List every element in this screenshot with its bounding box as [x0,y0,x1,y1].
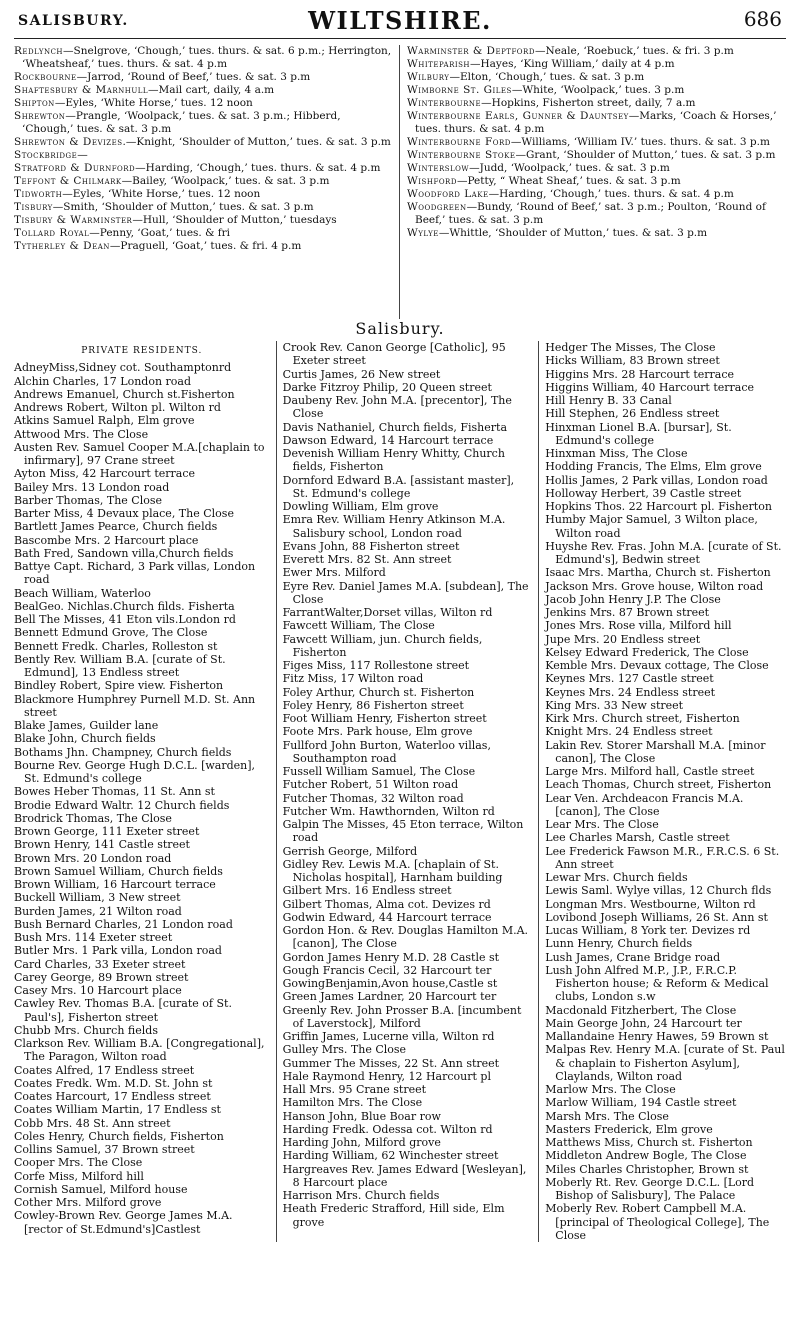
carrier-entry [14,45,393,71]
carrier-place: Redlynch [14,45,64,57]
resident-entry: Barber Thomas, The Close [14,493,163,507]
resident-entry: Gummer The Misses, 22 St. Ann street [282,1056,500,1070]
resident-entry: Gulley Mrs. The Close [282,1043,407,1057]
resident-entry: Darke Fitzroy Philip, 20 Queen street [282,380,492,394]
resident-entry: Battye Capt. Richard, 3 Park villas, London road [14,560,256,587]
resident-entry: Coles Henry, Church fields, Fisherton [14,1129,224,1143]
resident-entry: Miles Charles Christopher, Brown st [545,1162,749,1176]
carrier-entry [407,227,786,240]
resident-entry: Green James Lardner, 20 Harcourt ter [282,990,497,1004]
resident-entry: Lunn Henry, Church fields [545,937,693,951]
resident-entry: Higgins Mrs. 28 Harcourt terrace [545,367,734,381]
resident-entry: Ewer Mrs. Milford [282,566,386,580]
resident-entry: Lewis Saml. Wylye villas, 12 Church flds [545,884,772,898]
resident-entry: Card Charles, 33 Exeter street [14,957,186,971]
resident-entry: Mallandaine Henry Hawes, 59 Brown st [545,1030,769,1043]
resident-entry: Casey Mrs. 10 Harcourt place [14,984,182,997]
resident-entry: Bell The Misses, 41 Eton vils.London rd [14,613,236,626]
resident-entry: Moberly Rt. Rev. George D.C.L. [Lord Bishop of Salisbury], The Palace [545,1175,755,1202]
resident-entry: Brown Mrs. 20 London road [14,851,172,865]
resident-entry: Main George John, 24 Harcourt ter [545,1016,742,1030]
resident-entry: Foot William Henry, Fisherton street [282,712,487,725]
resident-entry: Lush James, Crane Bridge road [545,950,721,964]
carrier-entry [14,97,393,110]
carrier-details: —Bundy, ‘Round of Beef,’ sat. 3 p.m.; Poulton, ‘Round of Beef,’ tues. & sat. 3 p.m [415,201,766,226]
resident-entry: Harding William, 62 Winchester street [282,1149,499,1163]
resident-entry: Gerrish George, Milford [282,844,418,858]
resident-entry: Futcher Thomas, 32 Wilton road [282,791,464,805]
resident-entry: Large Mrs. Milford hall, Castle street [545,765,755,778]
running-head-county: WILTSHIRE. [308,6,492,35]
resident-entry: Bowes Heber Thomas, 11 St. Ann st [14,785,215,799]
resident-entry: Harding Fredk. Odessa cot. Wilton rd [282,1122,493,1136]
resident-entry: Carey George, 89 Brown street [14,970,189,984]
resident-entry: Cooper Mrs. The Close [14,1156,143,1170]
resident-entry: Bath Fred, Sandown villa,Church fields [14,546,234,560]
resident-entry: Eyre Rev. Daniel James M.A. [subdean], The Close [282,579,529,606]
carrier-entry [407,188,786,201]
resident-entry: Dornford Edward B.A. [assistant master], St. Edmund's college [282,473,515,500]
resident-entry: Fitz Miss, 17 Wilton road [282,672,424,686]
carrier-entry [14,227,393,240]
carrier-details: —Smith, ‘Shoulder of Mutton,’ tues. & sat. 3 p.m [52,201,314,213]
carrier-entry [14,214,393,227]
carrier-entry [14,110,393,136]
resident-entry: Keynes Mrs. 127 Castle street [545,672,714,686]
resident-entry: Andrews Emanuel, Church st.Fisherton [14,387,235,401]
residents-section [14,341,786,1242]
resident-entry: Foote Mrs. Park house, Elm grove [282,725,473,739]
carrier-entry [407,45,786,58]
resident-entry: Bascombe Mrs. 2 Harcourt place [14,533,199,547]
carrier-place: Whiteparish [407,58,470,70]
resident-entry: Jupe Mrs. 20 Endless street [545,632,701,646]
carrier-entry [407,97,786,110]
resident-entry: Jacob John Henry J.P. The Close [545,592,721,606]
carrier-entry [14,84,393,97]
resident-entry: AdneyMiss,Sidney cot. Southamptonrd [14,361,232,375]
resident-entry: Bush Mrs. 114 Exeter street [14,931,173,944]
carrier-entry [14,71,393,84]
carrier-details: —Jarrod, ‘Round of Beef,’ tues. & sat. 3 p.m [76,71,311,83]
carrier-place: Teffont & Chilmark [14,175,122,187]
carrier-place: Woodgreen [407,201,467,213]
resident-entry: Curtis James, 26 New street [282,367,441,381]
resident-entry: Lush John Alfred M.P., J.P., F.R.C.P. Fisherton house; & Reform & Medical clubs, London s.w [545,963,769,1004]
resident-entry: Dowling William, Elm grove [282,500,439,513]
resident-entry: Crook Rev. Canon George [Catholic], 95 Exeter street [282,341,506,368]
resident-entry: Coates Harcourt, 17 Endless street [14,1090,211,1103]
section-title: Salisbury. [355,319,445,338]
carrier-place: Winterbourne [407,97,482,109]
resident-entry: Bently Rev. William B.A. [curate of St. Edmund], 13 Endless street [14,652,226,679]
carrier-entry [407,110,786,136]
carrier-details: .—Knight, ‘Shoulder of Mutton,’ tues. & sat. 3 p.m [122,136,391,148]
resident-entry: Huyshe Rev. Fras. John M.A. [curate of St. Edmund's], Bedwin street [545,539,782,566]
resident-entry: Lear Ven. Archdeacon Francis M.A. [canon], The Close [545,791,744,818]
residents-column-3 [539,341,786,1242]
resident-entry: Hopkins Thos. 22 Harcourt pl. Fisherton [545,500,772,513]
carrier-entry [407,136,786,149]
carrier-details: —Elton, ‘Chough,’ tues. & sat. 3 p.m [449,71,645,83]
resident-entry: Coates William Martin, 17 Endless st [14,1103,221,1117]
resident-entry: Gilbert Thomas, Alma cot. Devizes rd [282,897,491,911]
resident-entry: Jenkins Mrs. 87 Brown street [545,606,710,619]
resident-entry: Keynes Mrs. 24 Endless street [545,685,716,699]
carrier-details: —Hayes, ‘King William,’ daily at 4 p.m [470,58,675,70]
resident-entry: Hicks William, 83 Brown street [545,354,720,368]
resident-entry: GowingBenjamin,Avon house,Castle st [282,977,498,990]
resident-entry: Fullford John Burton, Waterloo villas, Southampton road [282,738,491,765]
carrier-place: Winterbourne Stoke [407,149,516,161]
carrier-place: Wylye [407,227,439,239]
resident-entry: Bailey Mrs. 13 London road [14,480,170,494]
carrier-details: —Petty, “ Wheat Sheaf,’ tues. & sat. 3 p.m [456,175,681,187]
resident-entry: Blake John, Church fields [14,732,156,746]
resident-entry: Austen Rev. Samuel Cooper M.A.[chaplain to infirmary], 97 Crane street [14,440,265,467]
residents-column-2 [277,341,540,1242]
carrier-details: —Hopkins, Fisherton street, daily, 7 a.m [481,97,696,109]
resident-entry: Bartlett James Pearce, Church fields [14,520,218,534]
carrier-details: —Snelgrove, ‘Chough,’ tues. thurs. & sat. 6 p.m.; Herrington, ‘Wheatsheaf,’ tues. thurs. & sat. 4 p.m [22,45,392,70]
carrier-place: Wishford [407,175,457,187]
resident-entry: Gough Francis Cecil, 32 Harcourt ter [282,963,492,977]
resident-entry: Davis Nathaniel, Church fields, Fisherta [282,420,508,434]
carrier-entry [407,149,786,162]
carrier-place: Winterbourne Ford [407,136,511,148]
carrier-entry [407,71,786,84]
resident-entry: Hinxman Miss, The Close [545,447,688,460]
resident-entry: Butler Mrs. 1 Park villa, London road [14,944,222,958]
resident-entry: Greenly Rev. John Prosser B.A. [incumbent of Laverstock], Milford [282,1003,522,1030]
carrier-details: —Grant, ‘Shoulder of Mutton,’ tues. & sat. 3 p.m [515,149,776,161]
resident-entry: Hamilton Mrs. The Close [282,1096,423,1110]
carriers-column-right [400,45,786,319]
resident-entry: Lee Frederick Fawson M.R., F.R.C.S. 6 St. Ann street [545,844,780,871]
carrier-entry [14,175,393,188]
resident-entry: Gordon James Henry M.D. 28 Castle st [282,950,500,964]
resident-entry: Ayton Miss, 42 Harcourt terrace [14,467,196,481]
resident-entry: Kemble Mrs. Devaux cottage, The Close [545,659,769,672]
resident-entry: Holloway Herbert, 39 Castle street [545,486,742,500]
carrier-details: —Neale, ‘Roebuck,’ tues. & fri. 3 p.m [534,45,734,57]
resident-entry: Alchin Charles, 17 London road [14,374,192,388]
resident-entry: Bennett Edmund Grove, The Close [14,626,208,640]
directory-page [14,4,786,1242]
carrier-place: Shrewton [14,110,66,122]
carrier-place: Wilbury [407,71,450,83]
carrier-entry [14,162,393,175]
resident-entry: Futcher Robert, 51 Wilton road [282,778,459,792]
resident-entry: Higgins William, 40 Harcourt terrace [545,380,755,394]
carrier-details: —Mail cart, daily, 4 a.m [148,84,275,96]
resident-entry: Barter Miss, 4 Devaux place, The Close [14,507,234,520]
resident-entry: Coates Alfred, 17 Endless street [14,1063,195,1077]
carrier-details: —Penny, ‘Goat,’ tues. & fri [89,227,231,239]
resident-entry: Dawson Edward, 14 Harcourt terrace [282,433,494,447]
carrier-place: Winterslow [407,162,470,174]
carrier-place: Woodford Lake [407,188,489,200]
resident-entry: Cobb Mrs. 48 St. Ann street [14,1116,171,1130]
carrier-place: Tisbury [14,201,53,213]
resident-entry: Brown William, 16 Harcourt terrace [14,878,216,891]
resident-entry: Cawley Rev. Thomas B.A. [curate of St. Paul's], Fisherton street [14,997,232,1024]
resident-entry: Jackson Mrs. Grove house, Wilton road [545,579,764,593]
resident-entry: Hanson John, Blue Boar row [282,1109,441,1123]
residents-column-1 [14,341,277,1242]
resident-entry: FarrantWalter,Dorset villas, Wilton rd [282,606,493,619]
resident-entry: Evans John, 88 Fisherton street [282,539,460,553]
resident-entry: Brown Samuel William, Church fields [14,864,223,878]
carrier-details: —Prangle, ‘Woolpack,’ tues. & sat. 3 p.m.; Hibberd, ‘Chough,’ tues. & sat. 3 p.m [22,110,341,135]
resident-entry: Heath Frederic Strafford, Hill side, Elm grove [282,1202,505,1229]
resident-entry: Brown Henry, 141 Castle street [14,838,190,852]
resident-entry: Godwin Edward, 44 Harcourt terrace [282,910,492,924]
resident-entry: Kirk Mrs. Church street, Fisherton [545,712,740,725]
carrier-details: —Hull, ‘Shoulder of Mutton,’ tuesdays [132,214,337,226]
carrier-place: Wimborne St. Giles [407,84,512,96]
carrier-details: —Eyles, ‘White Horse,’ tues. 12 noon [62,188,261,200]
resident-entry: Buckell William, 3 New street [14,891,181,905]
resident-entry: Cornish Samuel, Milford house [14,1182,188,1196]
carrier-entry [407,162,786,175]
carrier-place: Stratford & Durnford [14,162,136,174]
resident-entry: Hollis James, 2 Park villas, London road [545,473,768,487]
resident-entry: Kelsey Edward Frederick, The Close [545,645,749,659]
carrier-details: —Marks, ‘Coach & Horses,’ tues. thurs. & sat. 4 p.m [415,110,777,135]
carrier-details: —Eyles, ‘White Horse,’ tues. 12 noon [54,97,253,109]
resident-entry: Lee Charles Marsh, Castle street [545,831,730,845]
carrier-place: Shipton [14,97,55,109]
carrier-place: Rockbourne [14,71,77,83]
carrier-place: Warminster & Deptford [407,45,535,57]
resident-entry: Foley Henry, 86 Fisherton street [282,698,464,712]
resident-entry: Devenish William Henry Whitty, Church fields, Fisherton [282,447,505,474]
resident-entry: Beach William, Waterloo [14,586,151,600]
resident-entry: Hill Stephen, 26 Endless street [545,407,720,421]
resident-entry: Attwood Mrs. The Close [14,427,149,441]
resident-entry: Daubeny Rev. John M.A. [precentor], The Close [282,394,512,421]
resident-entry: Marlow William, 194 Castle street [545,1096,737,1110]
carrier-entry [14,188,393,201]
resident-entry: Cother Mrs. Milford grove [14,1196,162,1209]
resident-entry: Bindley Robert, Spire view. Fisherton [14,679,224,693]
resident-entry: Harding John, Milford grove [282,1136,441,1149]
carrier-entry [14,240,393,253]
resident-entry: Knight Mrs. 24 Endless street [545,725,713,739]
carrier-entry [407,175,786,188]
resident-entry: Matthews Miss, Church st. Fisherton [545,1136,753,1149]
carrier-place: Tidworth [14,188,63,200]
carrier-details: —Judd, ‘Woolpack,’ tues. & sat. 3 p.m [469,162,670,174]
carrier-entry [407,201,786,227]
carrier-details: —Bailey, ‘Woolpack,’ tues. & sat. 3 p.m [121,175,330,187]
resident-entry: Hill Henry B. 33 Canal [545,394,672,407]
carrier-entry [14,149,393,162]
resident-entry: Everett Mrs. 82 St. Ann street [282,553,452,566]
resident-entry: Lakin Rev. Storer Marshall M.A. [minor canon], The Close [545,738,766,765]
resident-entry: Hale Raymond Henry, 12 Harcourt pl [282,1069,491,1083]
resident-entry: Hargreaves Rev. James Edward [Wesleyan], 8 Harcourt place [282,1162,527,1189]
resident-entry: King Mrs. 33 New street [545,698,684,712]
carrier-entry [407,84,786,97]
resident-entry: Bourne Rev. George Hugh D.C.L. [warden], St. Edmund's college [14,758,256,785]
resident-entry: Coates Fredk. Wm. M.D. St. John st [14,1076,213,1090]
running-head-town: SALISBURY. [18,13,129,29]
carrier-place: Tytherley & Dean [14,240,110,252]
carrier-details: — [77,149,88,161]
resident-entry: Futcher Wm. Hawthornden, Wilton rd [282,804,495,818]
resident-entry: Jones Mrs. Rose villa, Milford hill [545,619,732,633]
resident-entry: Andrews Robert, Wilton pl. Wilton rd [14,401,221,414]
resident-entry: Harrison Mrs. Church fields [282,1189,440,1202]
resident-entry: Isaac Mrs. Martha, Church st. Fisherton [545,566,771,580]
resident-entry: Hodding Francis, The Elms, Elm grove [545,460,762,474]
resident-entry: Brodie Edward Waltr. 12 Church fields [14,798,230,812]
resident-entry: Hinxman Lionel B.A. [bursar], St. Edmund's college [545,420,732,447]
resident-entry: Macdonald Fitzherbert, The Close [545,1003,737,1017]
resident-entry: Cowley-Brown Rev. George James M.A.[rector of St.Edmund's]Castlest [14,1209,233,1236]
resident-entry: Leach Thomas, Church street, Fisherton [545,778,772,792]
private-residents-heading: PRIVATE RESIDENTS. [81,346,203,356]
resident-entry: Foley Arthur, Church st. Fisherton [282,685,475,699]
resident-entry: Galpin The Misses, 45 Eton terrace, Wilton road [282,818,524,845]
resident-entry: Moberly Rev. Robert Campbell M.A. [principal of Theological College], The Close [545,1202,770,1242]
resident-entry: Fussell William Samuel, The Close [282,765,476,778]
resident-entry: Hall Mrs. 95 Crane street [282,1083,427,1096]
carrier-place: Shaftesbury & Marnhull [14,84,149,96]
carrier-details: —Williams, ‘William IV.’ tues. thurs. & sat. 3 p.m [510,136,770,148]
resident-entry: Corfe Miss, Milford hill [14,1169,144,1183]
resident-entry: Burden James, 21 Wilton road [14,904,182,918]
carrier-place: Tisbury & Warminster [14,214,133,226]
residents-list-1 [14,361,270,1236]
resident-entry: Emra Rev. William Henry Atkinson M.A. Salisbury school, London road [282,513,506,540]
resident-entry: Blake James, Guilder lane [14,719,159,732]
carrier-entry [407,58,786,71]
resident-entry: Marlow Mrs. The Close [545,1083,676,1096]
resident-entry: Middleton Andrew Bogle, The Close [545,1149,747,1163]
resident-entry: Brown George, 111 Exeter street [14,825,200,838]
resident-entry: Bennett Fredk. Charles, Rolleston st [14,639,218,653]
page-number: 686 [743,7,782,31]
carrier-details: —Harding, ‘Chough,’ tues. thurs. & sat. 4 p.m [135,162,381,174]
carriers-column-left [14,45,400,319]
resident-entry: Humby Major Samuel, 3 Wilton place, Wilton road [545,513,758,540]
carrier-place: Shrewton & Devizes [14,136,123,148]
carrier-entry [14,201,393,214]
resident-entry: Gidley Rev. Lewis M.A. [chaplain of St. Nicholas hospital], Harnham building [282,857,503,884]
resident-entry: Griffin James, Lucerne villa, Wilton rd [282,1030,495,1043]
carrier-place: Tollard Royal [14,227,90,239]
resident-entry: Fawcett William, jun. Church fields, Fisherton [282,632,483,659]
carrier-details: —White, ‘Woolpack,’ tues. 3 p.m [511,84,685,96]
carrier-details: —Praguell, ‘Goat,’ tues. & fri. 4 p.m [109,240,302,252]
resident-entry: Gordon Hon. & Rev. Douglas Hamilton M.A. [canon], The Close [282,924,529,951]
resident-entry: Chubb Mrs. Church fields [14,1023,158,1037]
resident-entry: Lear Mrs. The Close [545,818,659,831]
carrier-details: —Harding, ‘Chough,’ tues. thurs. & sat. 4 p.m [488,188,734,200]
resident-entry: Lovibond Joseph Williams, 26 St. Ann st [545,910,768,924]
resident-entry: Collins Samuel, 37 Brown street [14,1143,195,1156]
carrier-place: Winterbourne Earls, Gunner & Dauntsey [407,110,629,122]
carriers-section [14,45,786,319]
resident-entry: Fawcett William, The Close [282,619,435,633]
resident-entry: Marsh Mrs. The Close [545,1109,669,1123]
resident-entry: Bush Bernard Charles, 21 London road [14,917,233,931]
resident-entry: BealGeo. Nichlas.Church filds. Fisherta [14,599,235,613]
carrier-details: —Whittle, ‘Shoulder of Mutton,’ tues. & sat. 3 p.m [438,227,708,239]
resident-entry: Blackmore Humphrey Purnell M.D. St. Ann street [14,692,256,719]
resident-entry: Lucas William, 8 York ter. Devizes rd [545,924,751,937]
resident-entry: Brodrick Thomas, The Close [14,811,172,825]
carrier-place: Stockbridge [14,149,78,161]
resident-entry: Hedger The Misses, The Close [545,341,716,354]
resident-entry: Longman Mrs. Westbourne, Wilton rd [545,897,756,911]
resident-entry: Clarkson Rev. William B.A. [Congregational], The Paragon, Wilton road [14,1037,265,1064]
resident-entry: Malpas Rev. Henry M.A. [curate of St. Paul & chaplain to Fisherton Asylum], Claylands, Wilton road [545,1043,785,1083]
resident-entry: Gilbert Mrs. 16 Endless street [282,884,452,898]
resident-entry: Lewar Mrs. Church fields [545,871,688,884]
page-header [14,4,786,39]
resident-entry: Masters Frederick, Elm grove [545,1122,713,1136]
resident-entry: Bothams Jhn. Champney, Church fields [14,745,232,759]
resident-entry: Atkins Samuel Ralph, Elm grove [14,414,195,428]
carrier-entry [14,136,393,149]
resident-entry: Figes Miss, 117 Rollestone street [282,659,470,672]
